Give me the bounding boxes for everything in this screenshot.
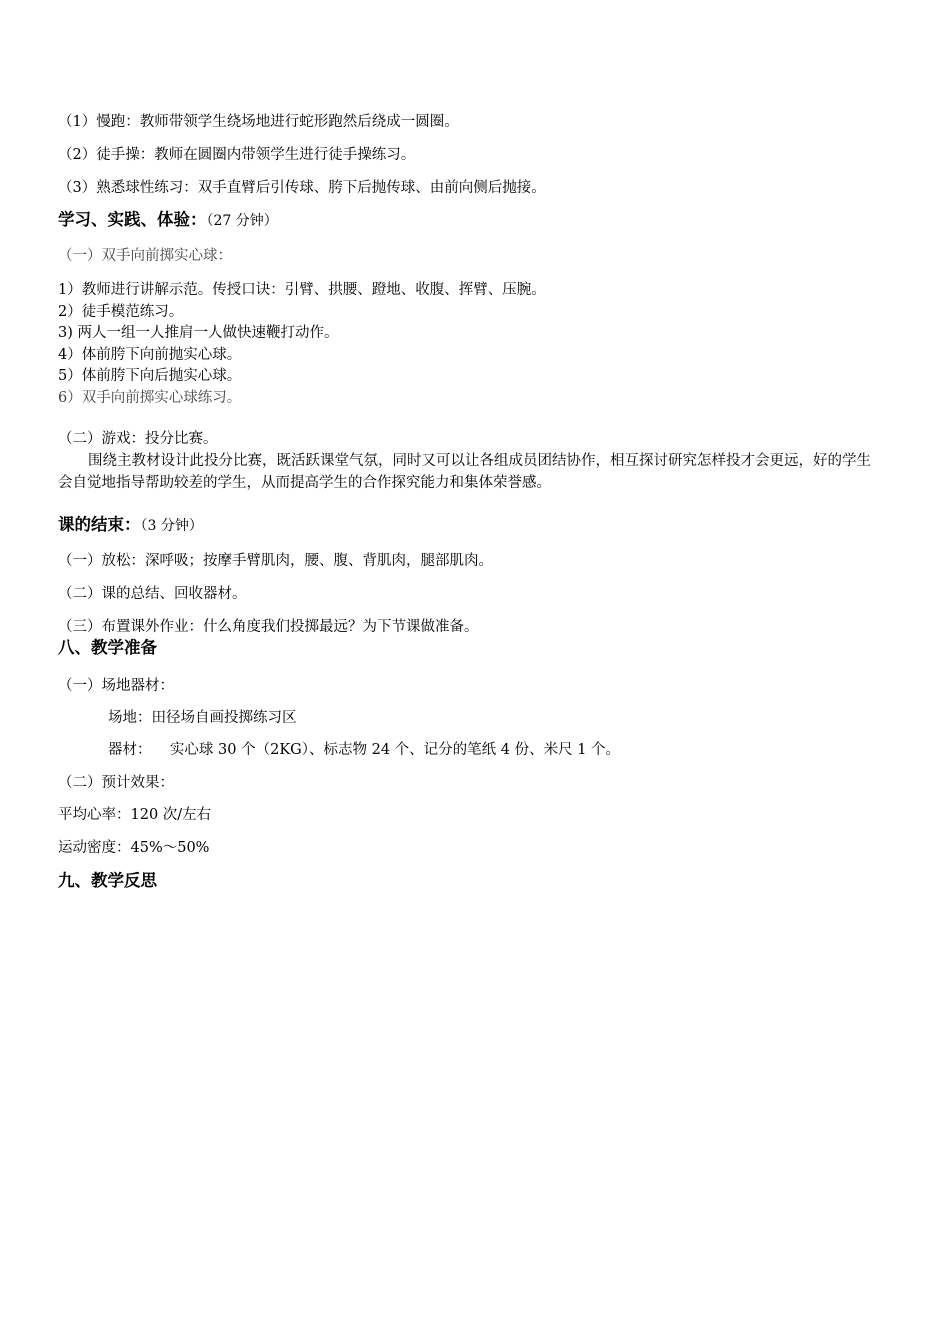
section-heading-end-title: 课的结束： bbox=[58, 515, 141, 534]
section-heading-learn-time: （27 分钟） bbox=[206, 213, 278, 229]
warmup-item-exercise: （2）徒手操：教师在圆圈内带领学生进行徒手操练习。 bbox=[58, 147, 416, 163]
warmup-item-jog: （1）慢跑：教师带领学生绕场地进行蛇形跑然后绕成一圆圈。 bbox=[58, 114, 459, 130]
section-heading-preparation: 八、教学准备 bbox=[58, 638, 157, 657]
section-heading-reflection: 九、教学反思 bbox=[58, 871, 157, 890]
equipment-title: （一）场地器材： bbox=[58, 678, 174, 694]
end-item-summary: （二）课的总结、回收器材。 bbox=[58, 586, 247, 602]
part1-step: 4）体前胯下向前抛实心球。 bbox=[58, 347, 242, 363]
warmup-item-ball: （3）熟悉球性练习：双手直臂后引传球、胯下后抛传球、由前向侧后抛接。 bbox=[58, 180, 546, 196]
effect-title: （二）预计效果： bbox=[58, 775, 174, 791]
part2-title: （二）游戏：投分比赛。 bbox=[58, 431, 218, 447]
part1-step: 3) 两人一组一人推肩一人做快速鞭打动作。 bbox=[58, 325, 339, 341]
section-heading-end bbox=[58, 515, 203, 536]
part2-paragraph: 围绕主教材设计此投分比赛，既活跃课堂气氛，同时又可以让各组成员团结协作，相互探讨研究怎样投才会更远，好的学生会自觉地指导帮助较差的学生，从而提高学生的合作探究能力和集体荣誉感。 bbox=[58, 453, 871, 491]
end-item-homework: （三）布置课外作业：什么角度我们投掷最远？为下节课做准备。 bbox=[58, 619, 479, 635]
equipment-line: 器材： 实心球 30 个（2KG）、标志物 24 个、记分的笔纸 4 份、米尺 1 个。 bbox=[108, 742, 621, 758]
density-line: 运动密度：45%～50% bbox=[58, 840, 210, 856]
heart-rate-line: 平均心率：120 次/左右 bbox=[58, 807, 212, 823]
end-item-relax: （一）放松：深呼吸；按摩手臂肌肉，腰、腹、背肌肉，腿部肌肉。 bbox=[58, 553, 493, 569]
part1-step: 1）教师进行讲解示范。传授口诀：引臂、拱腰、蹬地、收腹、挥臂、压腕。 bbox=[58, 282, 546, 298]
section-heading-learn bbox=[58, 210, 278, 231]
section-heading-learn-title: 学习、实践、体验： bbox=[58, 210, 207, 229]
section-heading-end-time: （3 分钟） bbox=[140, 518, 203, 534]
part1-title: （一）双手向前掷实心球： bbox=[58, 248, 232, 264]
venue-line: 场地：田径场自画投掷练习区 bbox=[108, 710, 297, 726]
part1-step: 5）体前胯下向后抛实心球。 bbox=[58, 368, 242, 384]
part1-step: 2）徒手模范练习。 bbox=[58, 304, 184, 320]
part1-step: 6）双手向前掷实心球练习。 bbox=[58, 390, 242, 406]
